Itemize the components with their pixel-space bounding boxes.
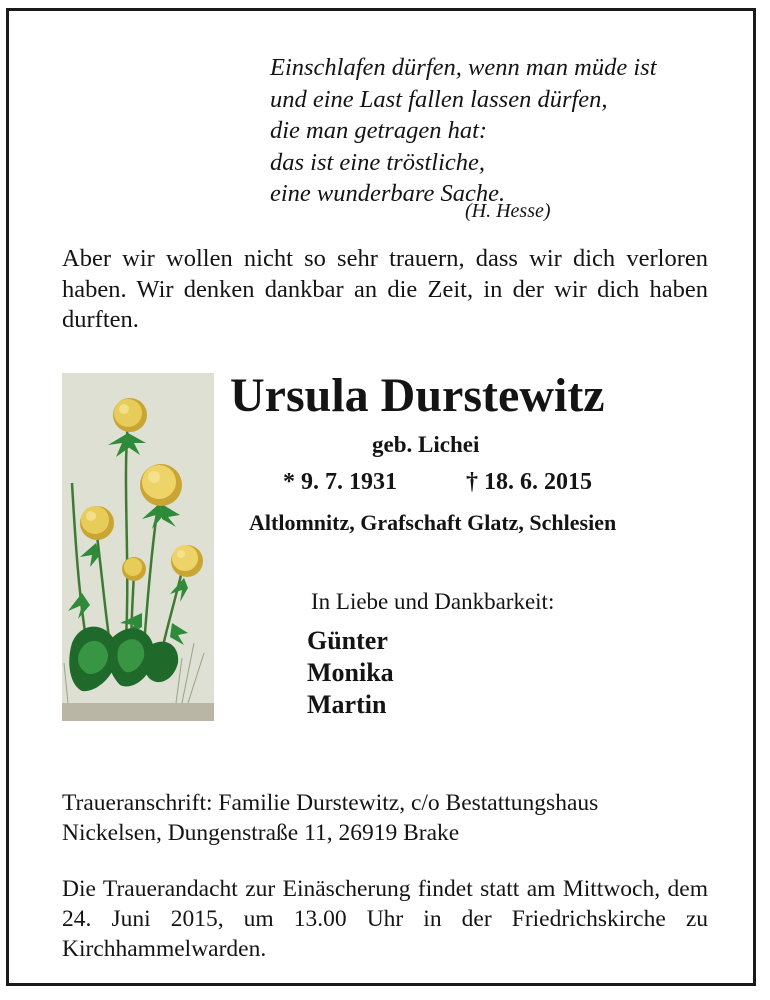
mourner-name: Monika [307,658,394,687]
mourner-name: Günter [307,626,388,655]
intro-text: Aber wir wollen nicht so sehr trauern, dass wir dich verloren haben. Wir denken dankbar an die Zeit, in der wir dich haben durften. [62,245,708,333]
mourner-name: Martin [307,690,387,719]
poem [270,52,657,210]
service-announcement: Die Trauerandacht zur Einäscherung findet statt am Mittwoch, dem 24. Juni 2015, um 13.00 Uhr in der Friedrichskirche zu Kirchhammelwarden. [62,876,708,962]
poem-author: (H. Hesse) [465,200,551,222]
closing-phrase: In Liebe und Dankbarkeit: [311,589,555,614]
poem-line: und eine Last fallen lassen dürfen, [270,85,608,113]
deceased-name: Ursula Durstewitz [230,369,605,422]
birthplace: Altlomnitz, Grafschaft Glatz, Schlesien [249,510,617,535]
poem-line: eine wunderbare Sache. [270,180,506,207]
address-line: Nickelsen, Dungenstraße 11, 26919 Brake [62,820,460,846]
flower-illustration [62,373,214,721]
death-date: † 18. 6. 2015 [466,469,592,495]
maiden-name: geb. Lichei [372,432,480,457]
flower-picture [62,373,214,721]
mourning-address [62,788,708,848]
poem-line: Einschlafen dürfen, wenn man müde ist [270,54,657,81]
address-line: Traueranschrift: Familie Durstewitz, c/o Bestattungshaus [62,790,599,816]
poem-line: die man getragen hat: [270,117,488,144]
birth-date: * 9. 7. 1931 [283,469,397,495]
poem-line: das ist eine tröstliche, [270,148,486,176]
mourner-list [307,625,394,721]
